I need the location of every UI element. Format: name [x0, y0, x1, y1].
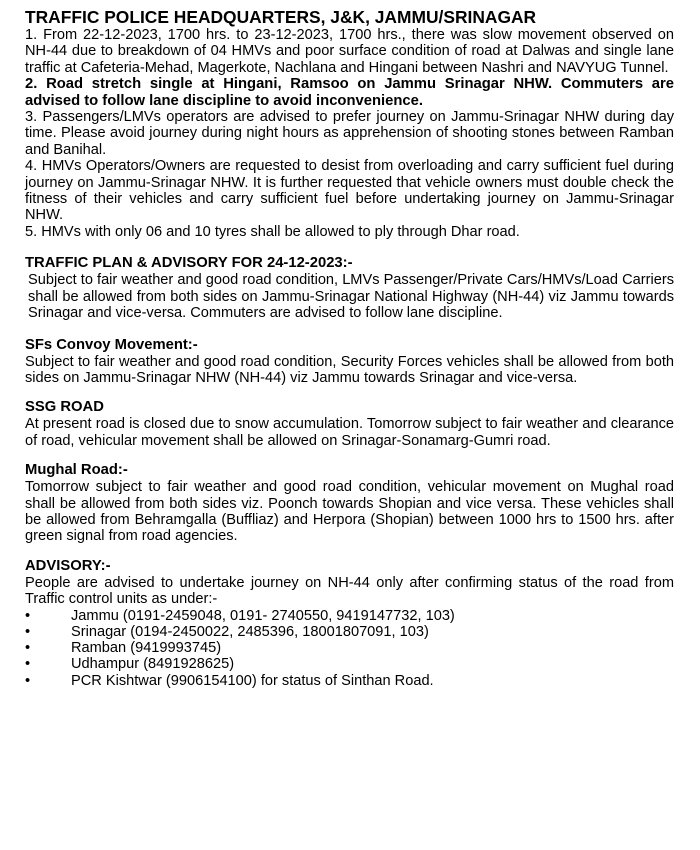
advisory-text: People are advised to undertake journey on NH-44 only after confirming status of the road from Traffic control units as under:-	[25, 574, 674, 608]
list-item	[25, 673, 674, 689]
convoy-text: Subject to fair weather and good road condition, Security Forces vehicles shall be allowed from both sides on Jammu-Srinagar NHW (NH-44) viz Jammu towards Srinagar and vice-versa.	[25, 353, 674, 386]
ssg-road-heading: SSG ROAD	[25, 399, 104, 416]
contact-jammu: Jammu (0191-2459048, 0191- 2740550, 9419147732, 103)	[71, 607, 455, 624]
mughal-road-heading: Mughal Road:-	[25, 462, 128, 479]
bullet-icon: •	[25, 656, 31, 673]
document-title: TRAFFIC POLICE HEADQUARTERS, J&K, JAMMU/SRINAGAR	[25, 7, 537, 27]
point-2: 2. Road stretch single at Hingani, Ramsoo on Jammu Srinagar NHW. Commuters are advised to follow lane discipline to avoid inconvenience.	[25, 76, 674, 109]
traffic-plan-text: Subject to fair weather and good road condition, LMVs Passenger/Private Cars/HMVs/Load Carriers shall be allowed from both sides on Jammu-Srinagar National Highway (NH-44) viz Jammu towards Srinagar and vice-versa. Commuters are advised to follow lane discipline.	[28, 272, 674, 322]
point-4: 4. HMVs Operators/Owners are requested to desist from overloading and carry sufficient fuel during journey on Jammu-Srinagar NHW. It is further requested that vehicle owners must double check the fitness of their vehicles and carry sufficient fuel before undertaking journey on Jammu-Srinagar NHW.	[25, 158, 674, 224]
contact-udhampur: Udhampur (8491928625)	[71, 656, 235, 673]
contact-pcr-kishtwar: PCR Kishtwar (9906154100) for status of Sinthan Road.	[71, 672, 434, 689]
ssg-road-text: At present road is closed due to snow accumulation. Tomorrow subject to fair weather and clearance of road, vehicular movement shall be allowed on Srinagar-Sonamarg-Gumri road.	[25, 416, 674, 449]
traffic-plan-heading: TRAFFIC PLAN & ADVISORY FOR 24-12-2023:-	[25, 255, 353, 272]
point-5: 5. HMVs with only 06 and 10 tyres shall be allowed to ply through Dhar road.	[25, 223, 520, 240]
bullet-icon: •	[25, 672, 31, 689]
point-3: 3. Passengers/LMVs operators are advised to prefer journey on Jammu-Srinagar NHW during day time. Please avoid journey during night hours as apprehension of shooting stones between Ramban and Banihal.	[25, 109, 674, 158]
bullet-icon: •	[25, 607, 31, 624]
bullet-icon: •	[25, 623, 31, 640]
point-1: 1. From 22-12-2023, 1700 hrs. to 23-12-2023, 1700 hrs., there was slow movement observed on NH-44 due to breakdown of 04 HMVs and poor surface condition of road at Dalwas and single lane traffic at Cafeteria-Mehad, Magerkote, Nachlana and Hingani between Nashri and NAVYUG Tunnel.	[25, 27, 674, 76]
convoy-heading: SFs Convoy Movement:-	[25, 336, 198, 353]
mughal-road-text: Tomorrow subject to fair weather and good road condition, vehicular movement on Mughal road shall be allowed from both sides viz. Poonch towards Shopian and vice versa. These vehicles shall be allowed from Behramgalla (Buffliaz) and Herpora (Shopian) between 1000 hrs to 1500 hrs. after green signal from road agencies.	[25, 479, 674, 545]
list-item	[25, 640, 674, 656]
contact-srinagar: Srinagar (0194-2450022, 2485396, 18001807091, 103)	[71, 623, 429, 640]
list-item	[25, 608, 674, 624]
bullet-icon: •	[25, 640, 31, 657]
advisory-heading: ADVISORY:-	[25, 557, 111, 574]
contact-ramban: Ramban (9419993745)	[71, 640, 222, 657]
contact-list	[25, 608, 674, 689]
list-item	[25, 656, 674, 672]
list-item	[25, 624, 674, 640]
